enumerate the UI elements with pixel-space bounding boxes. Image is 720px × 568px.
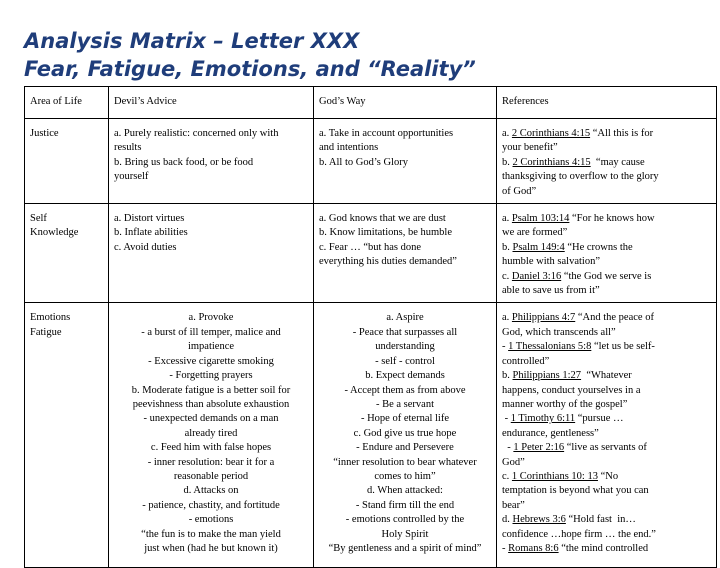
- reference-text: we are formed”: [502, 227, 568, 239]
- table-row: [25, 303, 717, 568]
- cell-line: - Peace that surpasses all: [352, 326, 458, 338]
- reference-text: “He crowns the: [564, 241, 633, 253]
- reference-text: God”: [502, 456, 525, 468]
- cell-line: d. Attacks on: [183, 485, 239, 497]
- reference-line: [502, 255, 711, 269]
- cell-line: everything his duties demanded”: [319, 256, 457, 268]
- references-cell: [497, 303, 717, 568]
- cell-line: a. Provoke: [188, 312, 234, 324]
- cell-line: b. All to God’s Glory: [319, 156, 408, 168]
- title-line-2: Fear, Fatigue, Emotions, and “Reality”: [24, 57, 476, 81]
- cell-line: - Stand firm till the end: [355, 499, 455, 511]
- reference-line: [502, 311, 711, 325]
- gods-way-cell: [314, 119, 497, 204]
- table-row: [25, 204, 717, 303]
- cell-line: b. Expect demands: [365, 370, 445, 382]
- scripture-reference: Psalm 149:4: [512, 241, 565, 253]
- reference-line: [502, 456, 711, 470]
- cell-line: c. Feed him with false hopes: [150, 442, 272, 454]
- scripture-reference: Hebrews 3:6: [512, 514, 566, 526]
- scripture-reference: 2 Corinthians 4:15: [512, 156, 591, 168]
- reference-line: [502, 127, 711, 141]
- cell-line: c. Fear … “but has done: [319, 241, 422, 253]
- cell-line: yourself: [114, 171, 149, 183]
- reference-text: c.: [502, 470, 512, 482]
- reference-text: “the mind controlled: [558, 542, 649, 554]
- reference-line: [502, 284, 711, 298]
- cell-line: impatience: [187, 341, 235, 353]
- reference-line: [502, 412, 711, 426]
- scripture-reference: 2 Corinthians 4:15: [511, 128, 591, 139]
- scripture-reference: Psalm 103:14: [511, 213, 570, 225]
- reference-line: [502, 513, 711, 527]
- scripture-reference: Philippians 1:27: [512, 370, 582, 382]
- reference-text: temptation is beyond what you can: [502, 485, 649, 497]
- reference-line: [502, 170, 711, 184]
- cell-line: Holy Spirit: [381, 528, 429, 540]
- cell-line: - inner resolution: bear it for a: [147, 456, 275, 468]
- reference-line: [502, 326, 711, 340]
- reference-text: able to save us from it”: [502, 285, 600, 297]
- reference-line: [502, 499, 711, 513]
- references-cell: [497, 204, 717, 303]
- header-gods-way: God’s Way: [314, 87, 497, 119]
- reference-text: confidence …hope firm … the end.”: [502, 528, 656, 540]
- reference-text: -: [502, 442, 514, 454]
- cell-line: a. Aspire: [386, 312, 424, 324]
- reference-line: [502, 528, 711, 542]
- table-header-row: [25, 87, 717, 119]
- reference-text: c.: [502, 270, 512, 282]
- reference-line: [502, 212, 711, 226]
- cell-line: - Accept them as from above: [344, 384, 466, 396]
- reference-text: bear”: [502, 499, 525, 511]
- cell-line: - emotions: [188, 514, 234, 526]
- cell-line: b. Know limitations, be humble: [319, 227, 452, 239]
- cell-line: Justice: [30, 128, 59, 139]
- header-references: References: [497, 87, 717, 119]
- reference-line: [502, 241, 711, 255]
- area-cell: [25, 119, 109, 204]
- table-row: [25, 119, 717, 204]
- scripture-reference: 1 Peter 2:16: [513, 442, 565, 454]
- cell-line: b. Bring us back food, or be food: [114, 156, 254, 168]
- reference-text: “No: [597, 470, 619, 482]
- reference-text: controlled”: [502, 355, 550, 367]
- reference-line: [502, 441, 711, 455]
- reference-line: [502, 369, 711, 383]
- scripture-reference: Philippians 4:7: [511, 312, 576, 324]
- reference-line: [502, 270, 711, 284]
- cell-line: - emotions controlled by the: [345, 514, 465, 526]
- reference-text: -: [502, 413, 511, 425]
- reference-text: -: [502, 542, 509, 554]
- analysis-matrix-table: [24, 86, 717, 568]
- reference-text: b.: [502, 370, 513, 382]
- reference-line: [502, 141, 711, 155]
- reference-text: manner worthy of the gospel”: [502, 398, 628, 410]
- reference-text: of God”: [502, 185, 537, 197]
- reference-line: [502, 185, 711, 199]
- slide-title: [24, 27, 704, 83]
- cell-line: - self - control: [375, 355, 435, 367]
- area-cell: [25, 204, 109, 303]
- scripture-reference: 1 Timothy 6:11: [510, 413, 576, 425]
- cell-line: already tired: [184, 427, 238, 439]
- reference-text: God, which transcends all”: [502, 326, 616, 338]
- cell-line: - unexpected demands on a man: [143, 413, 279, 425]
- devil-advice-cell: [109, 204, 314, 303]
- cell-line: a. God knows that we are dust: [319, 213, 446, 225]
- reference-line: [502, 398, 711, 412]
- cell-line: - a burst of ill temper, malice and: [141, 326, 281, 338]
- header-area-of-life: Area of Life: [25, 87, 109, 119]
- reference-line: [502, 355, 711, 369]
- title-line-1: Analysis Matrix – Letter XXX: [24, 29, 360, 53]
- gods-way-cell: [314, 204, 497, 303]
- reference-text: endurance, gentleness”: [502, 427, 599, 439]
- cell-line: - Endure and Persevere: [356, 442, 454, 454]
- reference-text: “Hold fast in…: [565, 514, 636, 526]
- reference-text: d.: [502, 514, 513, 526]
- reference-text: a.: [502, 213, 512, 225]
- reference-text: “And the peace of: [575, 312, 654, 324]
- cell-line: Emotions: [30, 312, 71, 324]
- cell-line: a. Distort virtues: [114, 213, 185, 225]
- cell-line: “the fun is to make the man yield: [141, 528, 281, 540]
- devil-advice-cell: [109, 119, 314, 204]
- reference-text: -: [502, 341, 509, 353]
- scripture-reference: Daniel 3:16: [511, 270, 562, 282]
- cell-line: a. Purely realistic: concerned only with: [114, 128, 279, 139]
- cell-line: b. Inflate abilities: [114, 227, 188, 239]
- references-cell: [497, 119, 717, 204]
- reference-line: [502, 226, 711, 240]
- cell-line: - Hope of eternal life: [360, 413, 450, 425]
- reference-text: a.: [502, 128, 512, 139]
- cell-line: a. Take in account opportunities: [319, 128, 454, 139]
- reference-text: a.: [502, 312, 512, 324]
- area-cell: [25, 303, 109, 568]
- reference-line: [502, 427, 711, 441]
- scripture-reference: Romans 8:6: [508, 542, 559, 554]
- header-devils-advice: Devil’s Advice: [109, 87, 314, 119]
- cell-line: results: [114, 142, 142, 154]
- cell-line: - Excessive cigarette smoking: [148, 355, 274, 367]
- reference-text: “the God we serve is: [561, 270, 652, 282]
- reference-line: [502, 484, 711, 498]
- cell-line: and intentions: [319, 142, 379, 154]
- reference-line: [502, 384, 711, 398]
- cell-line: b. Moderate fatigue is a better soil for: [131, 384, 291, 396]
- cell-line: just when (had he but known it): [144, 542, 278, 554]
- cell-line: Fatigue: [30, 326, 62, 338]
- reference-line: [502, 156, 711, 170]
- cell-line: comes to him”: [374, 470, 436, 482]
- reference-text: humble with salvation”: [502, 256, 600, 268]
- cell-line: d. When attacked:: [367, 485, 443, 497]
- scripture-reference: 1 Thessalonians 5:8: [508, 341, 592, 353]
- reference-line: [502, 340, 711, 354]
- cell-line: - Be a servant: [375, 398, 435, 410]
- reference-line: [502, 470, 711, 484]
- cell-line: “By gentleness and a spirit of mind”: [328, 542, 482, 554]
- reference-line: [502, 542, 711, 556]
- cell-line: “inner resolution to bear whatever: [333, 456, 477, 468]
- reference-text: “All this is for: [590, 128, 654, 139]
- reference-text: “For he knows how: [569, 213, 655, 225]
- reference-text: “let us be self-: [591, 341, 655, 353]
- reference-text: your benefit”: [502, 142, 558, 154]
- gods-way-cell: [314, 303, 497, 568]
- reference-text: b.: [502, 241, 513, 253]
- devil-advice-cell: [109, 303, 314, 568]
- cell-line: Knowledge: [30, 227, 79, 239]
- cell-line: - patience, chastity, and fortitude: [142, 499, 280, 511]
- reference-text: thanksgiving to overflow to the glory: [502, 171, 659, 183]
- cell-line: c. God give us true hope: [353, 427, 457, 439]
- cell-line: understanding: [375, 341, 435, 353]
- cell-line: - Forgetting prayers: [169, 370, 253, 382]
- reference-text: b.: [502, 156, 513, 168]
- cell-line: peevishness than absolute exhaustion: [132, 398, 290, 410]
- cell-line: Self: [30, 213, 47, 225]
- reference-text: “live as servants of: [564, 442, 647, 454]
- reference-text: “Whatever: [581, 370, 632, 382]
- reference-text: “may cause: [590, 156, 645, 168]
- cell-line: reasonable period: [173, 470, 249, 482]
- cell-line: c. Avoid duties: [114, 241, 177, 253]
- reference-text: happens, conduct yourselves in a: [502, 384, 641, 396]
- reference-text: “pursue …: [575, 413, 624, 425]
- scripture-reference: 1 Corinthians 10: 13: [511, 470, 598, 482]
